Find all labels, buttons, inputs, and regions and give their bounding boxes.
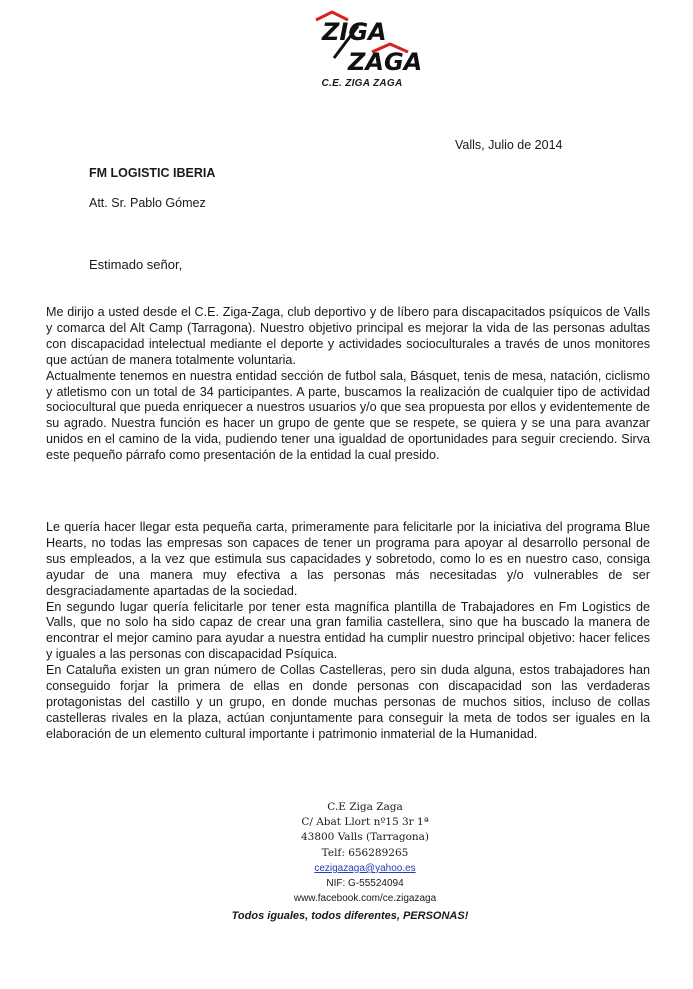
- body-paragraph: En segundo lugar quería felicitarle por tener esta magnífica plantilla de Trabajadores en Fm Logistics de Valls, que no solo ha sido capaz de crear una gran familia castellera, sino que ha buscado la manera de encontrar el mejor camino para ayudar a nuestra entidad ha cumplir nuestro principal objetivo: hacer felices y iguales a las personas con discapacidad Psíquica.: [46, 599, 650, 662]
- logo-caption: C.E. ZIGA ZAGA: [321, 78, 403, 89]
- body-paragraph: Le quería hacer llegar esta pequeña carta, primeramente para felicitarle por la iniciativa del programa Blue Hearts, no todas las empresas son capaces de tener un programa para apoyar al desarrollo personal de sus empleados, a la vez que estimula sus capacidades y sobretodo, como lo es en nuestro caso, consiga ayudar de una manera muy efectiva a las personas más necesitadas y/o vulnerables de ser desgraciadamente apartadas de la sociedad.: [46, 520, 650, 598]
- body-paragraph: En Cataluña existen un gran número de Collas Castelleras, pero sin duda alguna, estos trabajadores han conseguido forjar la primera de ellas en donde personas con discapacidad son las verdaderas protagonistas del castillo y un grupo, en donde muchas personas de muchos sitios, incluso de collas castelleras rivales en la plaza, actúan conjuntamente para conseguir la meta de todos ser iguales en la elaboración de un elemento cultural importante i patrimonio inmaterial de la Humanidad.: [46, 663, 650, 741]
- footer-nif: NIF: G-55524094: [326, 878, 404, 890]
- logo-text-bottom: ZAGA: [348, 48, 423, 76]
- ziga-zaga-logo-icon: [312, 6, 423, 78]
- body-paragraph: Me dirijo a usted desde el C.E. Ziga-Zaga, club deportivo y de líbero para discapacitados psíquicos de Valls y comarca del Alt Camp (Tarragona). Nuestro objetivo principal es mejorar la vida de las personas adultas con discapacidad intelectual mediante el deporte y actividades socioculturales a través de unos monitores que actúan de manera totalmente voluntaria.: [46, 305, 650, 367]
- footer-web-link[interactable]: www.facebook.com/ce.zigazaga: [293, 893, 437, 905]
- footer-city: 43800 Valls (Tarragona): [300, 831, 430, 844]
- footer-address: C/ Abat Llort nº15 3r 1ª: [301, 816, 429, 829]
- attention-line: Att. Sr. Pablo Gómez: [89, 196, 206, 210]
- club-logo: [312, 6, 423, 98]
- slogan: Todos iguales, todos diferentes, PERSONAS!: [231, 910, 469, 922]
- footer-email-link[interactable]: cezigazaga@yahoo.es: [314, 862, 416, 874]
- greeting: Estimado señor,: [89, 257, 183, 272]
- footer-name: C.E Ziga Zaga: [327, 801, 403, 813]
- letter-footer: [220, 800, 510, 906]
- body-paragraph: Actualmente tenemos en nuestra entidad sección de futbol sala, Básquet, tenis de mesa, natación, ciclismo y atletismo con un total de 34 participantes. A parte, buscamos la realización de cualquier tipo de actividad sociocultural que pueda enriquecer a nuestros usuarios y/o que sea propuesta por ellos y evidentemente de su agrado. Nuestra función es hacer un grupo de gente que se respete, se quiera y se una para avanzar unidos en el camino de la vida, pudiendo tener una igualdad de oportunidades para seguir creciendo. Sirva este pequeño párrafo como presentación de la entidad la cual presido.: [46, 368, 650, 463]
- letter-date: Valls, Julio de 2014: [455, 138, 563, 152]
- logo-text-top: ZIGA: [322, 18, 387, 46]
- body-block-2: [46, 520, 650, 743]
- recipient: FM LOGISTIC IBERIA: [89, 166, 216, 180]
- footer-phone: Telf: 656289265: [321, 846, 409, 859]
- body-block-1: [46, 305, 650, 464]
